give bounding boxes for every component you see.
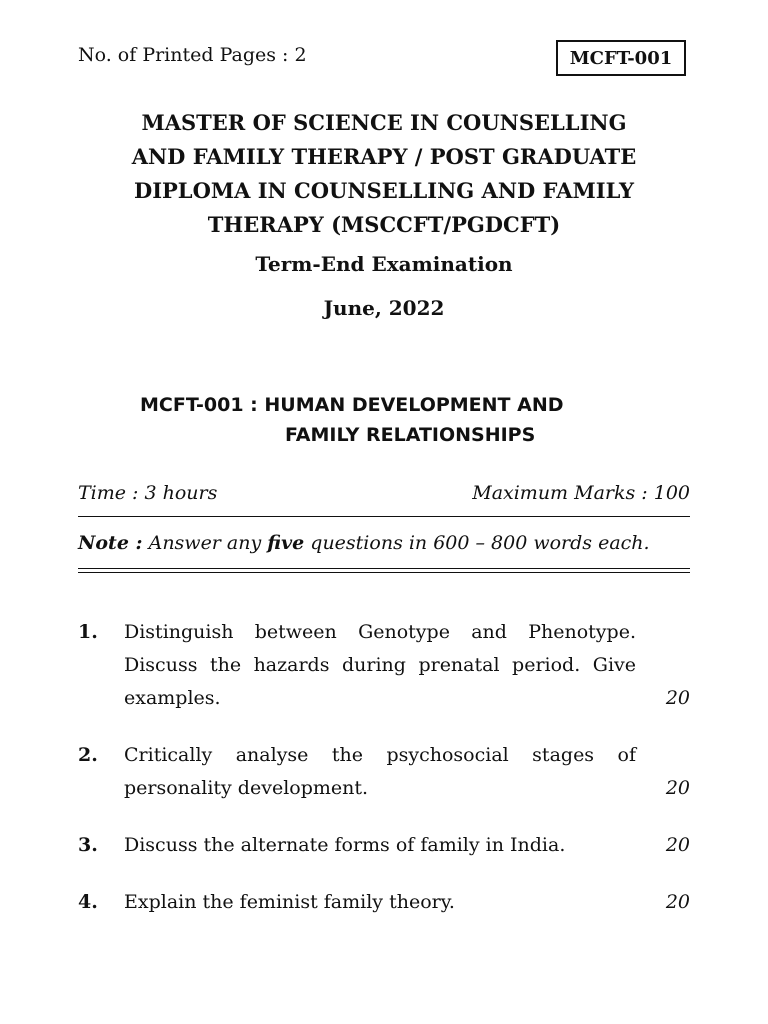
question-text: Distinguish between Genotype and Phenotype. Discuss the hazards during prenatal period. Give examples. [124,621,636,709]
question-text: Critically analyse the psychosocial stages of personality development. [124,744,636,799]
course-title [140,390,660,450]
programme-title-line: DIPLOMA IN COUNSELLING AND FAMILY [133,178,634,203]
question-number: 4. [78,891,98,913]
question-item [78,829,690,862]
question-item [78,616,690,715]
exam-date: June, 2022 [323,296,445,320]
time-allowed: Time : 3 hours [78,482,218,504]
programme-title-line: AND FAMILY THERAPY / POST GRADUATE [131,144,637,169]
note-label: Note : [78,532,143,554]
question-marks: 20 [665,687,690,709]
course-title-line: FAMILY RELATIONSHIPS [285,424,536,446]
maximum-marks: Maximum Marks : 100 [472,482,690,504]
divider [78,516,690,517]
question-item [78,886,690,919]
question-number: 3. [78,834,98,856]
note-text-before: Answer any [148,532,262,554]
time-marks-row [78,482,690,504]
double-divider [78,568,690,573]
programme-title-line: THERAPY (MSCCFT/PGDCFT) [207,212,561,237]
question-number: 1. [78,621,98,643]
question-marks: 20 [665,834,690,856]
note-text-after: questions in 600 – 800 words each. [310,532,650,554]
question-item [78,739,690,805]
printed-pages-label: No. of Printed Pages : 2 [78,44,307,66]
question-number: 2. [78,744,98,766]
course-title-line: MCFT-001 : HUMAN DEVELOPMENT AND [140,394,564,416]
note-emphasis: five [267,532,305,554]
programme-title-line: MASTER OF SCIENCE IN COUNSELLING [141,110,627,135]
question-text: Discuss the alternate forms of family in India. [124,834,566,856]
exam-type: Term-End Examination [255,252,513,276]
question-marks: 20 [665,891,690,913]
paper-code: MCFT-001 [569,47,673,69]
question-list [78,616,690,943]
instructions-note [78,532,690,554]
question-text: Explain the feminist family theory. [124,891,455,913]
paper-code-box [556,40,686,76]
question-marks: 20 [665,777,690,799]
programme-title [70,106,698,242]
